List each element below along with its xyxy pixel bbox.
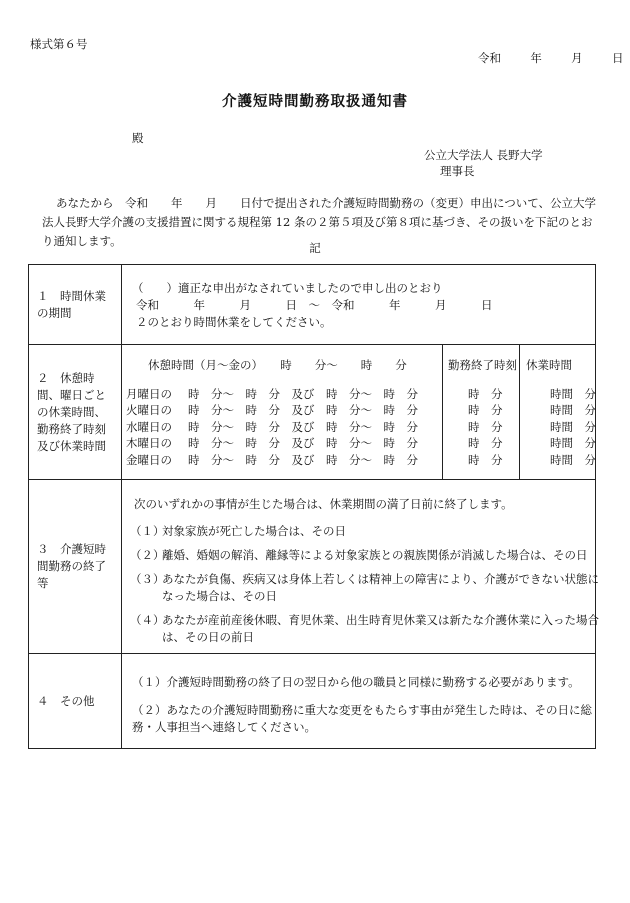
document-title: 介護短時間勤務取扱通知書 xyxy=(222,93,408,110)
section-1-period: 令和 年 月 日 ～ 令和 年 月 日 xyxy=(136,298,493,312)
end-time-header: 勤務終了時刻 xyxy=(448,358,517,372)
section-3-label: ３ 介護短時間勤務の終了等 xyxy=(29,480,122,654)
weekday-row-break: 時 分～ 時 分 及び 時 分～ 時 分 xyxy=(188,436,418,451)
section-3-item-text: あなたが産前産後休暇、育児休業、出生時育児休業又は新たな介護休業に入った場合は、その日の前日 xyxy=(162,613,599,644)
weekday-row-end: 時 分 xyxy=(468,419,503,434)
section-3-item-number: （１） xyxy=(130,524,165,538)
issue-date xyxy=(478,50,623,66)
section-3-row xyxy=(29,480,596,654)
weekday-row-break: 時 分～ 時 分 及び 時 分～ 時 分 xyxy=(188,387,418,401)
section-3-item-text: 対象家族が死亡した場合は、その日 xyxy=(162,524,346,538)
weekday-row-end: 時 分 xyxy=(468,387,503,401)
weekday-row-break: 時 分～ 時 分 及び 時 分～ 時 分 xyxy=(188,403,418,418)
addressee-suffix: 殿 xyxy=(132,131,144,145)
issuer-organization: 公立大学法人 長野大学 xyxy=(424,148,543,162)
weekday-row-day: 水曜日の xyxy=(126,419,172,434)
break-time-header: 休憩時間（月～金の） 時 分～ 時 分 xyxy=(148,358,407,372)
date-day: 日 xyxy=(611,51,624,65)
section-3-item-text: 離婚、婚姻の解消、離縁等による対象家族との親族関係が消滅した場合は、その日 xyxy=(162,548,588,562)
leave-time-header: 休業時間 xyxy=(526,358,572,372)
date-year: 年 xyxy=(530,51,542,65)
intro-paragraph: あなたから 令和 年 月 日付で提出された介護短時間勤務の（変更）申出について、公立大学法人長野大学介護の支援措置に関する規程第 12 条の２第５項及び第８項に基づき、その扱いを下記のとおり通知します。 xyxy=(42,196,597,248)
weekday-row-break: 時 分～ 時 分 及び 時 分～ 時 分 xyxy=(188,452,418,467)
section-1-label: １ 時間休業の期間 xyxy=(29,265,122,345)
weekday-row-leave: 時間 分 xyxy=(550,419,596,434)
section-2-label: ２ 休憩時間、曜日ごとの休業時間、勤務終了時刻及び休業時間 xyxy=(29,345,122,480)
section-4-label: ４ その他 xyxy=(29,654,122,749)
section-1-content xyxy=(122,265,596,345)
issuer-name: 理事長 xyxy=(440,164,475,178)
weekday-row-end: 時 分 xyxy=(468,452,503,467)
weekday-row-day: 月曜日の xyxy=(126,387,172,401)
section-2-content xyxy=(122,345,596,480)
section-3-item-number: （２） xyxy=(130,548,165,562)
weekday-row-end: 時 分 xyxy=(468,436,503,451)
weekday-row-day: 金曜日の xyxy=(126,452,172,467)
section-1-line-1: （ ）適正な申出がなされていましたので申し出のとおり xyxy=(132,281,443,295)
weekday-row-end: 時 分 xyxy=(468,403,503,418)
section-3-item-number: （３） xyxy=(130,572,165,586)
weekday-row-leave: 時間 分 xyxy=(550,387,596,401)
date-era: 令和 xyxy=(478,51,501,65)
form-number: 様式第６号 xyxy=(30,37,88,51)
weekday-row-break: 時 分～ 時 分 及び 時 分～ 時 分 xyxy=(188,419,418,434)
weekday-row-leave: 時間 分 xyxy=(550,436,596,451)
section-2-row xyxy=(29,345,596,480)
column-divider xyxy=(519,345,520,479)
section-3-lead: 次のいずれかの事情が生じた場合は、休業期間の満了日前に終了します。 xyxy=(134,497,513,511)
section-3-item-number: （４） xyxy=(130,613,165,627)
section-1-line-3: ２のとおり時間休業をしてください。 xyxy=(136,315,332,329)
column-divider xyxy=(442,345,443,479)
notice-table xyxy=(28,264,599,749)
weekday-row-leave: 時間 分 xyxy=(550,452,596,467)
weekday-row-day: 火曜日の xyxy=(126,403,172,418)
section-4-item: （１）介護短時間勤務の終了日の翌日から他の職員と同様に勤務する必要があります。 xyxy=(132,675,580,689)
section-4-row xyxy=(29,654,596,749)
weekday-row-day: 木曜日の xyxy=(126,436,172,451)
section-3-content xyxy=(122,480,599,654)
weekday-row-leave: 時間 分 xyxy=(550,403,596,418)
date-month: 月 xyxy=(571,51,583,65)
section-4-content xyxy=(122,654,596,749)
section-4-item: （２）あなたの介護短時間勤務に重大な変更をもたらす事由が発生した時は、その日に総務・人事担当へ連絡してください。 xyxy=(132,703,592,734)
ki-marker: 記 xyxy=(309,241,321,255)
section-3-item-text: あなたが負傷、疾病又は身体上若しくは精神上の障害により、介護ができない状態になった場合は、その日 xyxy=(162,572,599,603)
section-1-row xyxy=(29,265,596,345)
